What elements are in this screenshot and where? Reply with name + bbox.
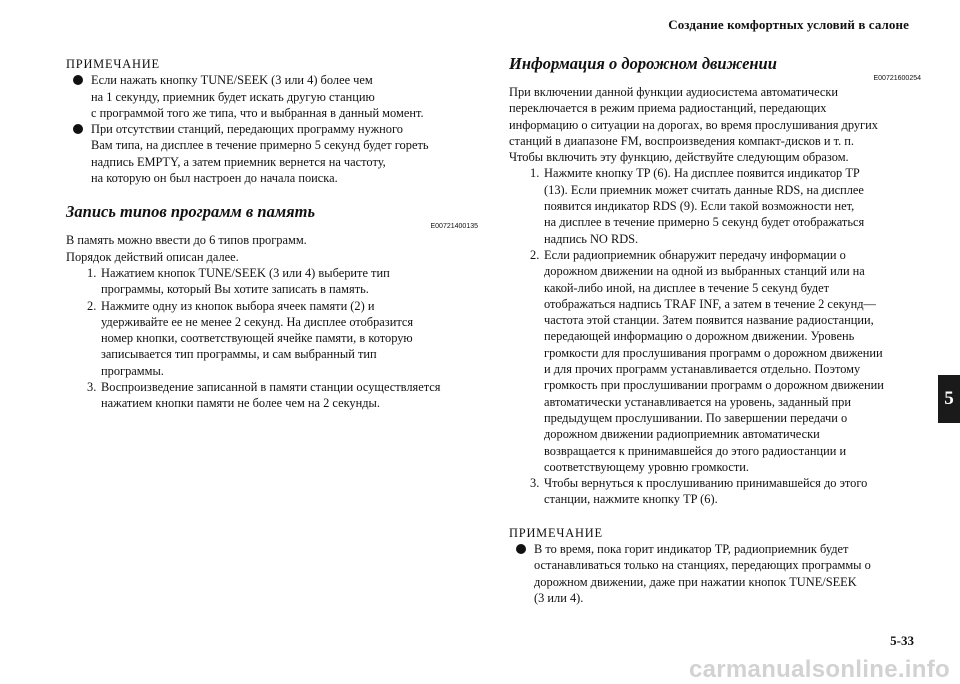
text-line: дорожном движении, даже при нажатии кнопок TUNE/SEEK [534, 574, 857, 589]
step-item [66, 379, 478, 412]
step-number: 3. [87, 380, 97, 395]
text-line: передающей информацию о дорожном движении. Уровень [544, 329, 855, 344]
text-line: надпись EMPTY, а затем приемник вернется на частоту, [91, 154, 386, 169]
text-line: какой-либо иной, на дисплее в течение 5 секунд будет [544, 280, 830, 295]
text-line: на дисплее в течение примерно 5 секунд будет отображаться [544, 215, 865, 230]
text-line: нажатием кнопки памяти не более чем на 2 секунды. [101, 396, 380, 411]
text-line: станций в диапазоне FM, воспроизведения компакт-дисков и т. п. [509, 133, 854, 148]
text-line: Порядок действий описан далее. [66, 249, 239, 264]
text-line: Нажатием кнопок TUNE/SEEK (3 или 4) выберите тип [101, 265, 390, 280]
note-title: ПРИМЕЧАНИЕ [66, 57, 160, 71]
note-bullet [66, 121, 478, 186]
text-line: возвращается к принимавшейся до этого радиостанции и [544, 443, 847, 458]
note-list [66, 72, 478, 186]
step-item [66, 265, 478, 298]
text-line: с программой того же типа, что и выбранная в данный момент. [91, 105, 424, 120]
running-header: Создание комфортных условий в салоне [668, 17, 909, 32]
note-bullet [66, 72, 478, 121]
text-line: (13). Если приемник может считать данные RDS, на дисплее [544, 182, 864, 197]
text-line: автоматически устанавливается на уровень, заданный при [544, 394, 852, 409]
text-line: дорожном движении радиоприемник автоматически [544, 427, 820, 442]
section-title: Запись типов программ в память [66, 202, 316, 222]
text-line: появится индикатор RDS (9). Если такой возможности нет, [544, 199, 855, 214]
note-title: ПРИМЕЧАНИЕ [509, 525, 603, 540]
text-line: Чтобы вернуться к прослушиванию принимавшейся до этого [544, 476, 868, 491]
text-line: Нажмите кнопку TP (6). На дисплее появится индикатор TP [544, 166, 860, 181]
text-line: Воспроизведение записанной в памяти станции осуществляется [101, 380, 441, 395]
text-line: останавливаться только на станциях, передающих программы о [534, 558, 871, 573]
bullet-dot-icon [73, 75, 83, 85]
steps-list [66, 265, 478, 412]
section-code: E00721400135 [430, 223, 478, 231]
text-line: Если радиоприемник обнаружит передачу информации о [544, 247, 846, 262]
text-line: Если нажать кнопку TUNE/SEEK (3 или 4) более чем [91, 73, 373, 88]
left-column [66, 56, 478, 412]
text-line: станции, нажмите кнопку TP (6). [544, 492, 718, 507]
text-line: Чтобы включить эту функцию, действуйте следующим образом. [509, 150, 849, 165]
step-item [509, 247, 921, 475]
text-line: программы. [101, 363, 164, 378]
text-line: программы, который Вы хотите записать в память. [101, 282, 369, 297]
step-number: 1. [530, 166, 540, 181]
text-line: удерживайте ее не менее 2 секунд. На дисплее отобразится [101, 314, 414, 329]
section-code: E00721600254 [873, 75, 921, 82]
step-item [509, 165, 921, 246]
step-number: 1. [87, 265, 97, 280]
bullet-dot-icon [516, 544, 526, 554]
text-line: переключается в режим приема радиостанций, передающих [509, 101, 827, 116]
step-number: 3. [530, 476, 540, 491]
section-intro [66, 232, 478, 265]
text-line: на 1 секунду, приемник будет искать другую станцию [91, 89, 375, 104]
step-item [509, 475, 921, 508]
text-line: отображаться надпись TRAF INF, а затем в течение 2 секунд— [544, 296, 876, 311]
text-line: информацию о ситуации на дорогах, во время прослушивания других [509, 117, 878, 132]
text-line: частота этой станции. Затем появится название радиостанции, [544, 313, 874, 328]
text-line: В память можно ввести до 6 типов программ. [66, 233, 307, 248]
text-line: номер кнопки, соответствующей ячейке памяти, в которую [101, 331, 413, 346]
section-intro [509, 84, 921, 165]
text-line: громкость при прослушивании программ о дорожном движении [544, 378, 884, 393]
steps-list [509, 165, 921, 507]
text-line: и для прочих программ устанавливается отдельно. Поэтому [544, 362, 861, 377]
text-line: на которую он был настроен до начала поиска. [91, 171, 338, 186]
text-line: надпись NO RDS. [544, 231, 639, 246]
text-line: Нажмите одну из кнопок выбора ячеек памяти (2) и [101, 298, 375, 313]
text-line: При отсутствии станций, передающих программу нужного [91, 122, 403, 137]
note-list [509, 541, 921, 606]
watermark: carmanualsonline.info [688, 656, 950, 683]
text-line: предыдущем прослушивании. По завершении передачи о [544, 410, 848, 425]
section-title: Информация о дорожном движении [509, 54, 777, 73]
right-column [509, 56, 921, 606]
text-line: Вам типа, на дисплее в течение примерно 5 секунд будет гореть [91, 138, 429, 153]
step-item [66, 298, 478, 379]
text-line: громкости для прослушивания программ о дорожном движении [544, 345, 883, 360]
text-line: При включении данной функции аудиосистема автоматически [509, 85, 839, 99]
text-line: В то время, пока горит индикатор TP, радиоприемник будет [534, 542, 849, 557]
text-line: записывается тип программы, и сам выбранный тип [101, 347, 377, 362]
chapter-tab: 5 [938, 375, 960, 423]
text-line: дорожном движении на одной из выбранных станций или на [544, 264, 865, 279]
text-line: соответствующему уровню громкости. [544, 459, 749, 474]
page-number: 5-33 [890, 633, 914, 648]
note-bullet [509, 541, 921, 606]
text-line: (3 или 4). [534, 590, 584, 605]
step-number: 2. [530, 247, 540, 262]
step-number: 2. [87, 298, 97, 313]
bullet-dot-icon [73, 124, 83, 134]
